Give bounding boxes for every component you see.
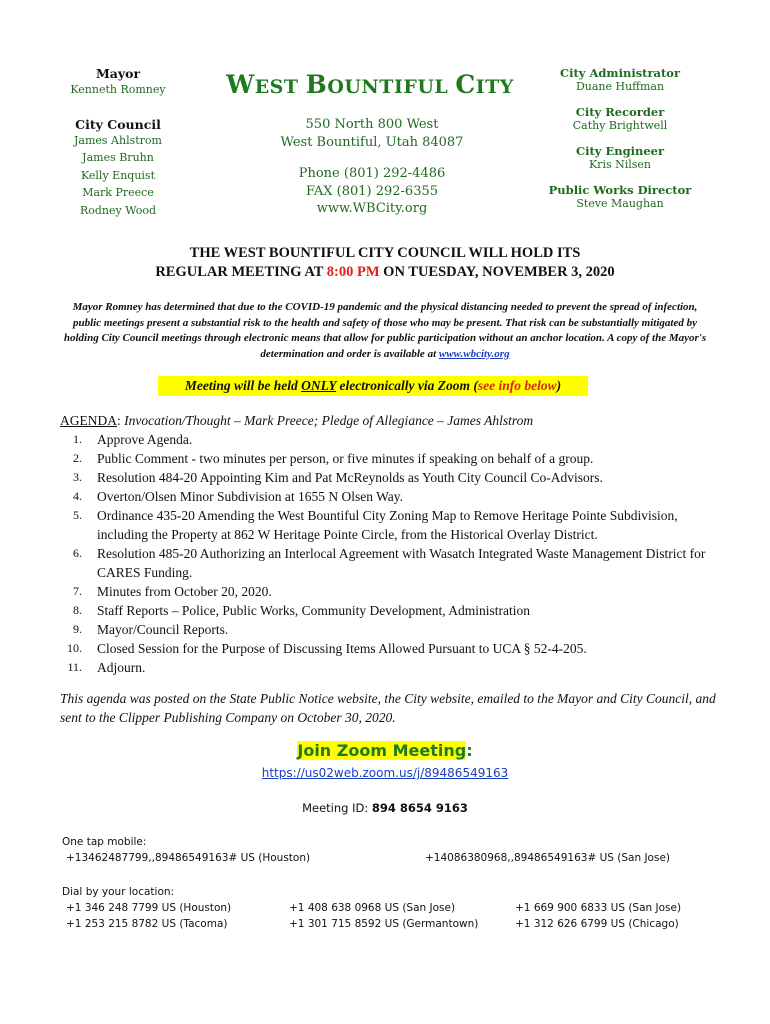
agenda-item: 8. Staff Reports – Police, Public Works, Community Development, Administration	[73, 603, 531, 618]
posted-note: This agenda was posted on the State Public Notice website, the City website, emailed to the Mayor and City Council, and sent to the Clipper Publishing Company on October 30, 2020.	[60, 691, 716, 725]
dial-number: +1 312 626 6799 US (Chicago)	[515, 918, 679, 930]
one-tap-label: One tap mobile:	[62, 836, 147, 848]
notice-link[interactable]: www.wbcity.org	[438, 347, 510, 360]
dial-label: Dial by your location:	[62, 886, 175, 898]
join-zoom-heading: Join Zoom Meeting:	[297, 741, 473, 760]
agenda-item: 5. Ordinance 435-20 Amending the West Bountiful City Zoning Map to Remove Heritage Pointe Subdivision, including the Property at 862 W Heritage Pointe Circle, from the Historical Overlay District.	[73, 508, 678, 542]
fax: FAX (801) 292-6355	[305, 183, 439, 199]
agenda-item: 6. Resolution 485-20 Authorizing an Interlocal Agreement with Wasatch Integrated Waste Management District for CARES Funding.	[73, 546, 706, 580]
mayor-title: Mayor	[95, 66, 141, 81]
council-member: Mark Preece	[82, 186, 154, 199]
staff-title: City Engineer	[575, 144, 665, 158]
staff-title: City Administrator	[559, 66, 681, 80]
staff-block	[540, 66, 700, 222]
agenda-item: 4. Overton/Olsen Minor Subdivision at 1655 N Olsen Way.	[73, 489, 404, 504]
dial-number: +1 301 715 8592 US (Germantown)	[289, 918, 479, 930]
council-member: James Bruhn	[82, 151, 154, 164]
agenda-heading: AGENDA: Invocation/Thought – Mark Preece; Pledge of Allegiance – James Ahlstrom	[60, 413, 534, 428]
agenda-item: 10. Closed Session for the Purpose of Discussing Items Allowed Pursuant to UCA § 52-4-205.	[67, 641, 587, 656]
council-member: Kelly Enquist	[80, 168, 155, 182]
mayor-council-block	[60, 66, 176, 219]
meeting-id: Meeting ID: 894 8654 9163	[302, 801, 468, 815]
zoom-link[interactable]: https://us02web.zoom.us/j/89486549163	[261, 766, 509, 780]
staff-name: Cathy Brightwell	[572, 119, 668, 132]
covid-notice: Mayor Romney has determined that due to the COVID-19 pandemic and the physical distancing needed to prevent the spread of infection, public meetings present a substantial risk to the health and safety of those who may be present. That risk can be substantially mitigated by holding City Council meetings through electronic means that allow for public participation without an anchor location. A copy of the Mayor's determination and order is available at www.wbcity.org	[63, 301, 707, 360]
meeting-time: 8:00 PM	[326, 264, 380, 280]
agenda-list	[60, 430, 720, 677]
agenda-item: 3. Resolution 484-20 Appointing Kim and Pat McReynolds as Youth City Council Co-Advisors.	[73, 470, 603, 485]
mayor-name: Kenneth Romney	[70, 83, 166, 96]
meeting-headline: THE WEST BOUNTIFUL CITY COUNCIL WILL HOLD ITS REGULAR MEETING AT 8:00 PM ON TUESDAY, NOVEMBER 3, 2020	[155, 245, 615, 280]
agenda-item: 2. Public Comment - two minutes per person, or five minutes if speaking on behalf of a group.	[73, 451, 594, 466]
one-tap-number[interactable]: +14086380968,,89486549163# US (San Jose)	[425, 852, 671, 864]
agenda-item: 7. Minutes from October 20, 2020.	[73, 584, 272, 599]
council-title: City Council	[75, 116, 161, 132]
city-name: WEST BOUNTIFUL CITY	[226, 70, 514, 99]
council-member: Rodney Wood	[79, 203, 157, 217]
staff-name: Steve Maughan	[576, 197, 664, 210]
staff-title: Public Works Director	[548, 183, 692, 197]
staff-name: Duane Huffman	[575, 80, 665, 93]
one-tap-number[interactable]: +13462487799,,89486549163# US (Houston)	[66, 852, 311, 864]
agenda-item: 9. Mayor/Council Reports.	[73, 622, 229, 637]
agenda-item: 1. Approve Agenda.	[73, 432, 193, 447]
zoom-only-banner: Meeting will be held ONLY electronically via Zoom (see info below)	[158, 376, 588, 396]
staff-title: City Recorder	[575, 105, 665, 119]
dial-number: +1 408 638 0968 US (San Jose)	[289, 902, 456, 914]
agenda-item: 11. Adjourn.	[67, 660, 146, 675]
dial-number: +1 253 215 8782 US (Tacoma)	[66, 918, 228, 930]
city-address: 550 North 800 West West Bountiful, Utah 84087	[280, 117, 464, 150]
phone: Phone (801) 292-4486	[298, 166, 446, 181]
dial-number: +1 346 248 7799 US (Houston)	[66, 902, 232, 914]
city-contact	[232, 165, 512, 218]
staff-name: Kris Nilsen	[588, 158, 652, 171]
dial-number: +1 669 900 6833 US (San Jose)	[515, 902, 682, 914]
council-member: James Ahlstrom	[74, 133, 162, 147]
website-link[interactable]: www.WBCity.org	[316, 201, 428, 216]
